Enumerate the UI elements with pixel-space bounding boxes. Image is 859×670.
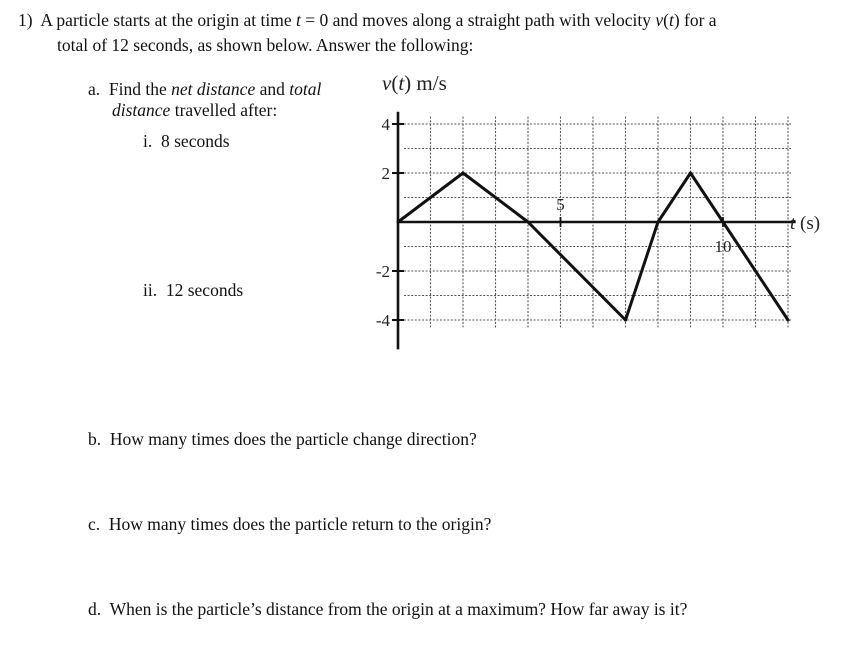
y-tick-label: 2 [381,164,390,183]
x-tick-label: 5 [556,195,565,214]
velocity-point [527,221,530,224]
velocity-point [657,221,660,224]
part-b-label: b. [88,429,102,449]
question-text-b: = 0 and moves along a straight path with velocity [300,10,656,30]
y-axis-label-open: ( [391,71,399,95]
velocity-point [787,319,790,322]
part-a-label: a. [88,79,101,99]
question-line-2: total of 12 seconds, as shown below. Answer the following: [57,35,474,55]
variable-v: v [655,10,664,30]
sub-ii-label: ii. [143,280,158,300]
sub-ii-text: 12 seconds [165,280,244,300]
velocity-point [397,221,400,224]
x-axis-label [790,213,820,234]
part-c-label: c. [88,514,101,534]
part-a-distance: distance [112,100,171,120]
question-number: 1) [18,10,33,30]
part-a-total: total [289,79,322,99]
velocity-point [689,172,692,175]
velocity-point [462,172,465,175]
y-tick-label: -4 [375,311,390,330]
y-axis-label-v: v [382,71,392,95]
part-a-net-distance: net distance [171,79,256,99]
part-d-label: d. [88,599,102,619]
x-tick-label: 10 [714,237,732,256]
velocity-point [624,319,627,322]
x-axis-label-unit: (s) [795,213,821,234]
part-c-text: How many times does the particle return to the origin? [108,514,492,534]
x-axis-label-t: t [790,213,796,234]
y-axis-label-t: t [398,71,405,95]
part-d-text: When is the particle’s distance from the origin at a maximum? How far away is it? [109,599,688,619]
y-tick-label: -2 [375,262,390,281]
part-b-text: How many times does the particle change direction? [109,429,477,449]
question-paren-open: ( [663,10,669,30]
part-a-text-c: travelled after: [170,100,278,120]
part-a-text-a: Find the [108,79,172,99]
y-tick-label: 4 [381,115,390,134]
y-axis-label-unit: ) m/s [404,71,447,95]
question-text-a: A particle starts at the origin at time [40,10,296,30]
sub-i-text: 8 seconds [161,131,230,151]
part-a-text-b: and [255,79,290,99]
variable-t-2: t [668,10,674,30]
velocity-point [722,221,725,224]
sub-i-label: i. [143,131,153,151]
variable-t: t [296,10,301,30]
question-text-d: ) for a [673,10,717,30]
y-axis-label [382,71,447,95]
